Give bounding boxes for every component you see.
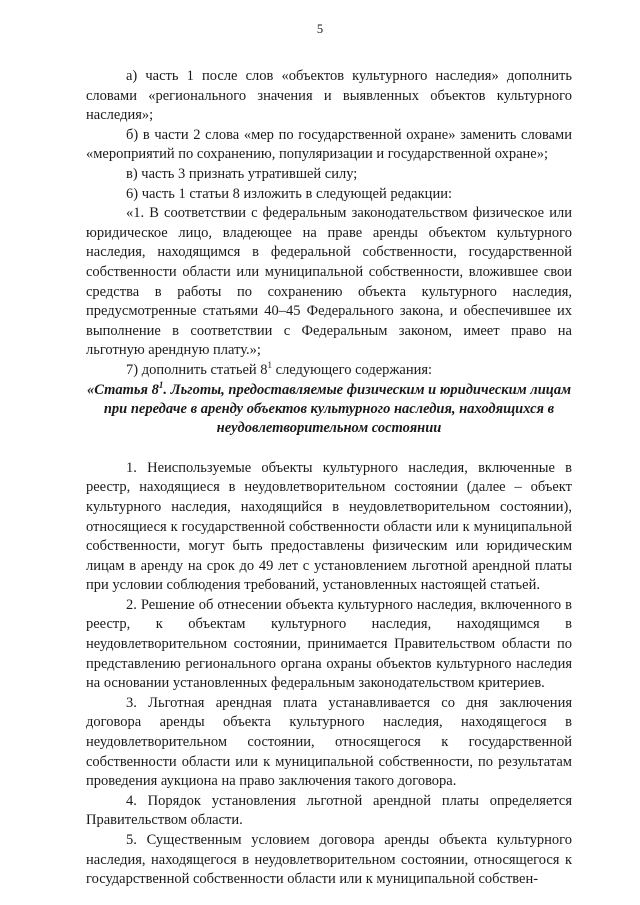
page-number: 5 <box>316 22 324 36</box>
document-body <box>86 67 572 890</box>
article-title-prefix: «Статья 8 <box>86 381 159 398</box>
paragraph-7 <box>86 361 572 381</box>
article-title-sup: 1 <box>158 379 164 390</box>
article-paragraph-4: 4. Порядок установления льготной арендной платы определяется Правительством области. <box>86 792 572 829</box>
paragraph-b: б) в части 2 слова «мер по государственной охране» заменить словами «мероприятий по сохранению, популяризации и государственной охране»; <box>86 126 572 163</box>
article-title <box>86 381 572 439</box>
article-paragraph-1: 1. Неиспользуемые объекты культурного наследия, включенные в реестр, находящиеся в неудовлетворительном состоянии (далее – объект культурного наследия, находящийся в неудовлетворительном состоянии), относящиеся к государственной собственности области или к муниципальной собственности, могут быть предоставлены физическим или юридическим лицам в аренду на срок до 49 лет с установлением льготной арендной платы при условии соблюдения требований, установленных настоящей статьей. <box>86 459 572 594</box>
paragraph-6: 6) часть 1 статьи 8 изложить в следующей редакции: <box>126 185 452 202</box>
article-title-rest: . Льготы, предоставляемые физическим и юридическим лицам при передаче в аренду объектов культурного наследия, находящихся в неудовлетворительном состоянии <box>103 381 572 437</box>
article-paragraph-3: 3. Льготная арендная плата устанавливается со дня заключения договора аренды объекта культурного наследия, находящегося в неудовлетворительном состоянии, относящегося к государственной собственности области или к муниципальной собственности, по результатам проведения аукциона на право заключения такого договора. <box>86 694 572 790</box>
paragraph-a: а) часть 1 после слов «объектов культурного наследия» дополнить словами «регионального значения и выявленных объектов культурного наследия»; <box>86 68 572 124</box>
article-paragraph-5: 5. Существенным условием договора аренды объекта культурного наследия, находящегося в неудовлетворительном состоянии, относящегося к государственной собственности области или к муниципальной собствен- <box>86 832 572 888</box>
spacer <box>86 439 572 459</box>
add-article-sup: 1 <box>267 360 273 371</box>
paragraph-quote-1: «1. В соответствии с федеральным законодательством физическое или юридическое лицо, владеющее на праве аренды объектом культурного наследия, находящимся в федеральной собственности, государственной собственности области или муниципальной собственности, вложившее свои средства в работы по сохранению объекта культурного наследия, предусмотренные статьями 40–45 Федерального закона, и обеспечившее их выполнение в соответствии с Федеральным законом, имеет право на льготную арендную плату.»; <box>86 205 572 359</box>
paragraph-v: в) часть 3 признать утратившей силу; <box>126 165 358 182</box>
article-paragraph-2: 2. Решение об отнесении объекта культурного наследия, включенного в реестр, к объектам культурного наследия, находящимся в неудовлетворительном состоянии, принимается Правительством области по представлению регионального органа охраны объектов культурного наследия на основании установленных федеральным законодательством критериев. <box>86 596 572 692</box>
add-article-after: следующего содержания: <box>272 361 433 378</box>
add-article-before: 7) дополнить статьей 8 <box>126 361 268 378</box>
